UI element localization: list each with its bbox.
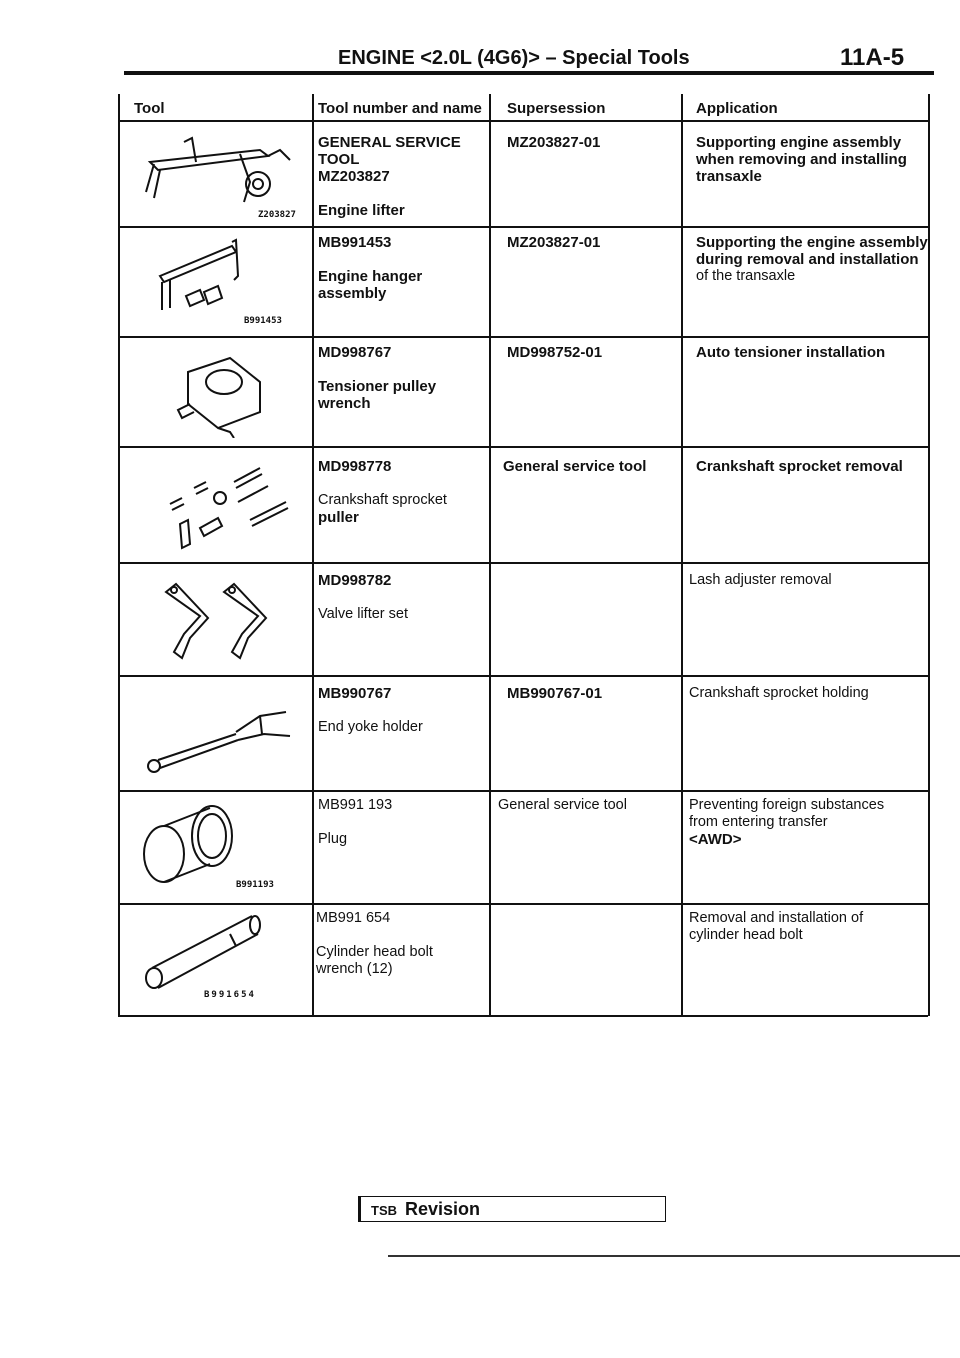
- row-divider: [118, 446, 928, 448]
- supersession: General service tool: [498, 797, 627, 813]
- footer-rule: [388, 1255, 960, 1257]
- column-divider-1: [312, 94, 314, 1016]
- tool-number-name: MB991 193 Plug: [318, 797, 393, 847]
- row-divider: [118, 903, 928, 905]
- tool-image-label: B991193: [236, 880, 274, 890]
- page-title: ENGINE <2.0L (4G6)> – Special Tools: [338, 47, 690, 69]
- row-divider: [118, 562, 928, 564]
- column-header-tool-number: Tool number and name: [318, 100, 482, 117]
- row-divider: [118, 226, 928, 228]
- supersession: MZ203827-01: [507, 234, 601, 251]
- plug-illustration: [136, 798, 246, 888]
- column-header-tool: Tool: [134, 100, 165, 117]
- application: Lash adjuster removal: [689, 572, 832, 588]
- tool-number-name: MD998782 Valve lifter set: [318, 572, 408, 622]
- engine-hanger-illustration: [140, 236, 300, 322]
- table-bottom-border: [118, 1015, 928, 1017]
- page-number: 11A-5: [840, 44, 905, 71]
- row-divider: [118, 790, 928, 792]
- tool-number-name: GENERAL SERVICE TOOL MZ203827 Engine lifter: [318, 134, 461, 219]
- supersession: MD998752-01: [507, 344, 603, 361]
- cylinder-head-bolt-wrench-illustration: [140, 912, 270, 992]
- engine-lifter-illustration: [140, 132, 300, 218]
- tool-image-label: Z203827: [258, 210, 296, 220]
- row-divider: [118, 675, 928, 677]
- column-header-application: Application: [696, 100, 778, 117]
- tool-number-name: MD998778 Crankshaft sprocket puller: [318, 458, 447, 526]
- tool-number-name: MB991453 Engine hanger assembly: [318, 234, 423, 302]
- application: Removal and installation of cylinder head bolt: [689, 910, 864, 943]
- supersession: MB990767-01: [507, 685, 603, 702]
- row-divider: [118, 336, 928, 338]
- column-divider-2: [489, 94, 491, 1016]
- application: Supporting engine assembly when removing and installing transaxle: [696, 134, 907, 185]
- application: Crankshaft sprocket removal: [696, 458, 903, 475]
- tool-number-name: MD998767 Tensioner pulley wrench: [318, 344, 437, 412]
- column-divider-3: [681, 94, 683, 1016]
- crankshaft-sprocket-puller-illustration: [160, 462, 300, 554]
- valve-lifter-set-illustration: [160, 578, 280, 666]
- tool-image-label: B991453: [244, 316, 282, 326]
- tool-number-name: MB990767 End yoke holder: [318, 685, 423, 735]
- tsb-label: TSB: [371, 1203, 397, 1218]
- header-rule: [124, 71, 934, 75]
- row-divider: [118, 120, 928, 122]
- end-yoke-holder-illustration: [140, 696, 300, 780]
- supersession: MZ203827-01: [507, 134, 601, 151]
- application: Crankshaft sprocket holding: [689, 685, 869, 701]
- application: Preventing foreign substances from entering transfer <AWD>: [689, 797, 885, 848]
- supersession: General service tool: [503, 458, 647, 475]
- tensioner-pulley-wrench-illustration: [170, 352, 270, 438]
- application: Auto tensioner installation: [696, 344, 886, 361]
- tool-number-name: MB991 654 Cylinder head bolt wrench (12): [316, 910, 433, 977]
- application: Supporting the engine assembly during removal and installation of the transaxle: [696, 234, 928, 284]
- table-left-border: [118, 94, 120, 1016]
- tool-image-label: B991654: [204, 990, 256, 1000]
- table-right-border: [928, 94, 930, 1016]
- column-header-supersession: Supersession: [507, 100, 606, 117]
- tsb-revision-box: [358, 1196, 666, 1222]
- revision-label: Revision: [405, 1199, 481, 1219]
